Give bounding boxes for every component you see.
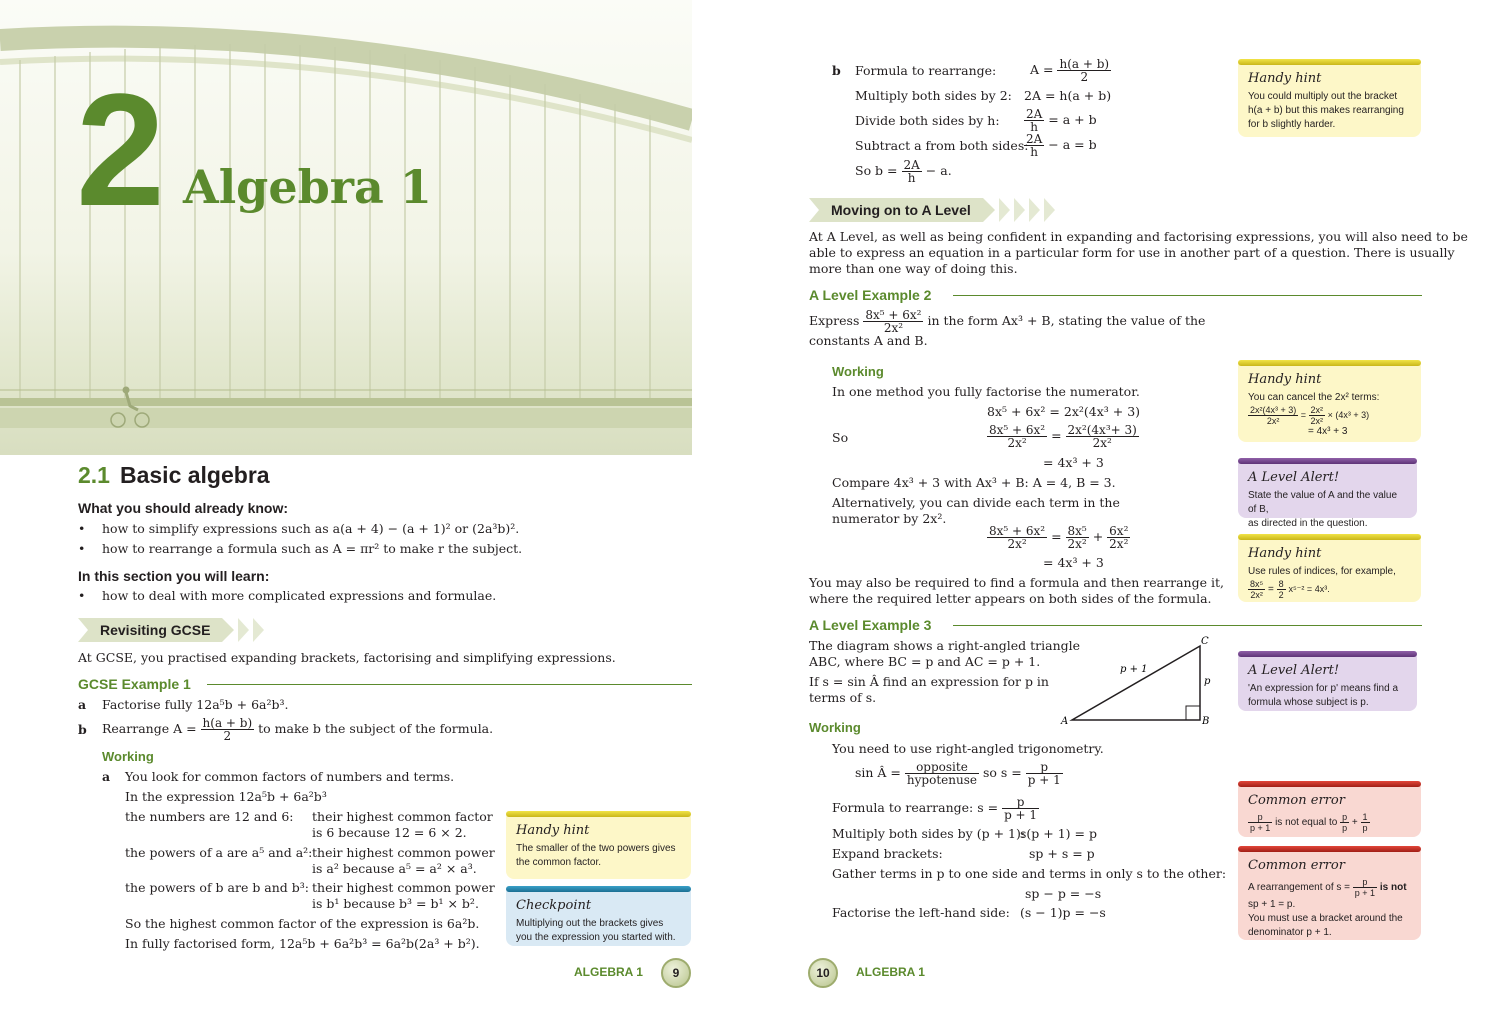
working-eq: Formula to rearrange: s = $\frac{p}{p + 1}$ bbox=[832, 795, 1038, 822]
already-know-item: • how to simplify expressions such as a(a + 4) − (a + 1)² or (2a³b)². bbox=[78, 521, 519, 536]
chevron-icon bbox=[253, 618, 264, 642]
section-title: Basic algebra bbox=[119, 462, 270, 488]
already-know-heading: What you should already know: bbox=[78, 500, 289, 516]
working-line: is 6 because 12 = 6 × 2. bbox=[312, 825, 467, 840]
box-title: Checkpoint bbox=[516, 898, 592, 913]
chevron-icon bbox=[1014, 198, 1025, 222]
working-eq: (s − 1)p = −s bbox=[1020, 905, 1106, 920]
handy-hint-box: Handy hint You can cancel the 2x² terms: $\frac{\text{2x²(4x³ + 3)}}{\text{2x²}}$ = $\frac{\text{2x²}}{\text{2x²}}$ × (4x³ + 3) = 4x³ + 3 bbox=[1238, 364, 1421, 442]
box-title: Handy hint bbox=[1248, 372, 1322, 387]
revisiting-gcse-banner bbox=[78, 618, 264, 642]
page-number: 10 bbox=[808, 958, 838, 988]
working-eq: 8x⁵ + 6x² = 2x²(4x³ + 3) bbox=[987, 404, 1141, 419]
hypotenuse-label: p + 1 bbox=[1120, 664, 1148, 675]
working-line: is a² because a⁵ = a² × a³. bbox=[312, 861, 477, 876]
working-eq: sp − p = −s bbox=[1025, 886, 1102, 901]
section-number: 2.1 bbox=[78, 462, 110, 488]
working-label: Working bbox=[832, 364, 884, 379]
working-line: Factorise the left-hand side: bbox=[832, 905, 1010, 920]
step-label: Subtract a from both sides: bbox=[855, 138, 1029, 153]
working-line: So bbox=[832, 430, 849, 445]
working-label: Working bbox=[102, 749, 154, 764]
working-line: their highest common power bbox=[312, 880, 495, 895]
revisit-text: At GCSE, you practised expanding brackets, factorising and simplifying expressions. bbox=[78, 650, 616, 665]
step-label: Formula to rearrange: bbox=[855, 63, 997, 78]
step-label: Multiply both sides by 2: bbox=[855, 88, 1012, 103]
banner-label: Revisiting GCSE bbox=[78, 618, 222, 642]
working-line: You need to use right-angled trigonometry. bbox=[832, 741, 1104, 756]
step-label: Divide both sides by h: bbox=[855, 113, 1000, 128]
working-line: is b¹ because b³ = b¹ × b². bbox=[312, 896, 479, 911]
right-triangle-diagram bbox=[1056, 632, 1216, 732]
moving-text: At A Level, as well as being confident in expanding and factorising expressions, you will also need to be bbox=[809, 229, 1468, 244]
footer-label: ALGEBRA 1 bbox=[856, 965, 925, 979]
working-line: the powers of b are b and b³: bbox=[125, 880, 310, 895]
box-title: Handy hint bbox=[1248, 546, 1322, 561]
alevel-example-3-heading: A Level Example 3 bbox=[809, 617, 1422, 633]
working-line: In the expression 12a⁵b + 6a²b³ bbox=[125, 789, 327, 804]
box-body: The smaller of the two powers gives the common factor. bbox=[516, 843, 676, 868]
chapter-title: Algebra 1 bbox=[183, 160, 432, 214]
already-know-item: • how to rearrange a formula such as A = πr² to make r the subject. bbox=[78, 541, 522, 556]
common-error-box: Common error $\frac{p}{p + 1}$ is not equal to $\frac{p}{p}$ + $\frac{1}{p}$ bbox=[1238, 785, 1421, 837]
working-line: You look for common factors of numbers and terms. bbox=[125, 769, 455, 784]
working-line: Compare 4x³ + 3 with Ax³ + B: A = 4, B = 3. bbox=[832, 475, 1116, 490]
question: If s = sin Â find an expression for p in bbox=[809, 674, 1049, 689]
working-line: In one method you fully factorise the numerator. bbox=[832, 384, 1140, 399]
working-eq: = 4x³ + 3 bbox=[1043, 555, 1104, 570]
will-learn-heading: In this section you will learn: bbox=[78, 568, 270, 584]
working-line: Gather terms in p to one side and terms in only s to the other: bbox=[832, 866, 1227, 881]
working-line: their highest common power bbox=[312, 845, 495, 860]
vertex-c-label: C bbox=[1201, 636, 1209, 647]
alevel-example-2-heading: A Level Example 2 bbox=[809, 287, 1422, 303]
alevel-alert-box: A Level Alert! 'An expression for p' means find a formula whose subject is p. bbox=[1238, 655, 1417, 711]
working-line: numerator by 2x². bbox=[832, 511, 947, 526]
side-label: p bbox=[1204, 676, 1211, 687]
box-title: Common error bbox=[1248, 858, 1345, 873]
box-title: A Level Alert! bbox=[1248, 663, 1340, 678]
working-label: Working bbox=[809, 720, 861, 735]
handy-hint-box: Handy hint You could multiply out the bracket h(a + b) but this makes rearranging for b slightly harder. bbox=[1238, 63, 1421, 137]
section-heading bbox=[78, 462, 270, 489]
moving-on-banner bbox=[809, 198, 1055, 222]
working-line: Expand brackets: bbox=[832, 846, 943, 861]
box-title: Handy hint bbox=[516, 823, 590, 838]
working-line: the powers of a are a⁵ and a²: bbox=[125, 845, 313, 860]
working-line: In fully factorised form, 12a⁵b + 6a²b³ = 6a²b(2a³ + b²). bbox=[125, 936, 480, 951]
banner-label: Moving on to A Level bbox=[809, 198, 983, 222]
handy-hint-box: Handy hint Use rules of indices, for example, $\frac{\text{8x⁵}}{\text{2x²}}$ = $\frac{8}{2}$ x⁵⁻² = 4x³. bbox=[1238, 538, 1421, 602]
working-line: Multiply both sides by (p + 1): bbox=[832, 826, 1026, 841]
step-eq: $\frac{2A}{h}$ = a + b bbox=[1026, 107, 1097, 134]
step-eq: $\frac{2A}{h}$ − a = b bbox=[1026, 132, 1097, 159]
question: terms of s. bbox=[809, 690, 877, 705]
will-learn-item: • how to deal with more complicated expressions and formulae. bbox=[78, 588, 496, 603]
box-body: Multiplying out the brackets gives you the expression you started with. bbox=[516, 918, 676, 943]
footer-label: ALGEBRA 1 bbox=[574, 965, 643, 979]
part-label: b bbox=[832, 63, 841, 78]
box-title: Handy hint bbox=[1248, 71, 1322, 86]
chevron-icon bbox=[999, 198, 1010, 222]
working-eq: $\frac{\text{8x⁵ + 6x²}}{\text{2x²}}$ = $\frac{\text{8x⁵}}{\text{2x²}}$ + $\frac{\text{6x²}}{\text{2x²}}$ bbox=[989, 524, 1129, 551]
moving-text: more than one way of doing this. bbox=[809, 261, 1018, 276]
chapter-number: 2 bbox=[76, 60, 161, 239]
part-label: a bbox=[78, 697, 87, 712]
step-eq: A = $\frac{h(a + b)}{2}$ bbox=[1030, 57, 1110, 84]
vertex-a-label: A bbox=[1061, 716, 1069, 727]
question-a: Factorise fully 12a⁵b + 6a²b³. bbox=[102, 697, 289, 712]
working-eq: $\frac{\text{8x⁵ + 6x²}}{\text{2x²}}$ = $\frac{\text{2x²(4x³+ 3)}}{\text{2x²}}$ bbox=[989, 423, 1137, 450]
working-line: So the highest common factor of the expression is 6a²b. bbox=[125, 916, 480, 931]
working-eq: = 4x³ + 3 bbox=[1043, 455, 1104, 470]
box-title: Common error bbox=[1248, 793, 1345, 808]
question: Express $\frac{\text{8x⁵ + 6x²}}{\text{2x²}}$ in the form Ax³ + B, stating the value of the bbox=[809, 308, 1206, 335]
working-eq: sin Â = $\frac{\text{opposite}}{\text{hypotenuse}}$ so s = $\frac{p}{p + 1}$ bbox=[855, 760, 1061, 787]
box-title: A Level Alert! bbox=[1248, 470, 1340, 485]
chevron-icon bbox=[1029, 198, 1040, 222]
moving-text: able to express an equation in a particular form for use in another part of a question. There is usually bbox=[809, 245, 1455, 260]
question-b: Rearrange A = $\frac{h(a + b)}{2}$ to make b the subject of the formula. bbox=[102, 716, 494, 743]
common-error-box: Common error A rearrangement of s = $\frac{p}{p + 1}$ is not sp + 1 = p. You must use a bracket around the denominator p + 1. bbox=[1238, 850, 1421, 940]
part-label: a bbox=[102, 769, 111, 784]
working-line: their highest common factor bbox=[312, 809, 493, 824]
step-eq: So b = $\frac{2A}{h}$ − a. bbox=[855, 158, 952, 185]
working-eq: sp + s = p bbox=[1029, 846, 1095, 861]
working-line: You may also be required to find a formula and then rearrange it, bbox=[809, 575, 1224, 590]
gcse-example-1-heading: GCSE Example 1 bbox=[78, 676, 692, 692]
working-line: the numbers are 12 and 6: bbox=[125, 809, 294, 824]
question: ABC, where BC = p and AC = p + 1. bbox=[809, 654, 1041, 669]
part-label: b bbox=[78, 722, 87, 737]
alevel-alert-box: A Level Alert! State the value of A and the value of B, as directed in the question. bbox=[1238, 462, 1417, 518]
chevron-icon bbox=[1044, 198, 1055, 222]
vertex-b-label: B bbox=[1202, 716, 1210, 727]
checkpoint-box bbox=[506, 890, 691, 946]
question: The diagram shows a right-angled triangle bbox=[809, 638, 1081, 653]
handy-hint-box bbox=[506, 815, 691, 879]
working-line: Alternatively, you can divide each term in the bbox=[832, 495, 1120, 510]
working-line: where the required letter appears on both sides of the formula. bbox=[809, 591, 1212, 606]
working-eq: s(p + 1) = p bbox=[1020, 826, 1097, 841]
chevron-icon bbox=[238, 618, 249, 642]
question: constants A and B. bbox=[809, 333, 928, 348]
page-number: 9 bbox=[661, 958, 691, 988]
step-eq: 2A = h(a + b) bbox=[1024, 88, 1112, 103]
